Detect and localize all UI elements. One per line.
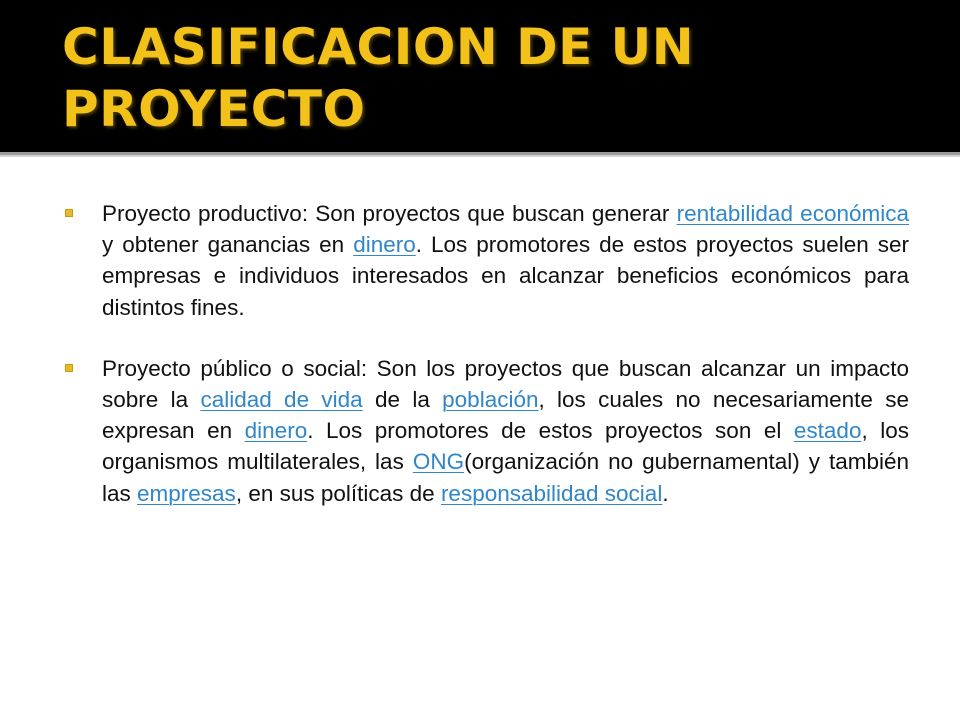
link-calidad-de-vida[interactable]: calidad de vida <box>200 387 363 413</box>
bullet-text <box>102 198 909 323</box>
bullet-text <box>102 353 909 509</box>
title-divider-shadow <box>0 155 960 157</box>
square-bullet-icon <box>65 209 73 217</box>
text-segment: Proyecto público o social: Son los proyectos que buscan alcanzar un impacto sobre la <box>102 355 909 413</box>
link-dinero[interactable]: dinero <box>244 418 308 444</box>
text-segment: y obtener ganancias en <box>102 232 354 258</box>
link-rentabilidad-economica[interactable]: rentabilidad económica <box>676 201 909 226</box>
text-segment: (organización no gubernamental) y también las <box>102 449 909 506</box>
bullet-item-productivo <box>63 198 909 323</box>
text-segment: Proyecto productivo: Son proyectos que buscan generar <box>102 201 677 226</box>
link-estado[interactable]: estado <box>793 418 862 444</box>
text-segment: , en sus políticas de <box>235 480 441 506</box>
text-segment: . Los promotores de estos proyectos son el <box>307 418 794 444</box>
title-band <box>0 0 960 152</box>
text-segment: . <box>662 480 669 506</box>
text-segment: , los cuales no necesariamente se expresan en <box>102 387 909 444</box>
slide-content <box>63 198 909 539</box>
text-segment: , los organismos multilaterales, las <box>102 418 910 475</box>
bullet-item-publico-social <box>63 353 909 509</box>
link-responsabilidad-social[interactable]: responsabilidad social <box>440 480 663 506</box>
link-dinero[interactable]: dinero <box>353 232 416 258</box>
text-segment: . Los promotores de estos proyectos suelen ser empresas e individuos interesados en alcanzar beneficios económicos para distintos fines. <box>102 232 909 320</box>
link-poblacion[interactable]: población <box>442 387 539 413</box>
square-bullet-icon <box>65 364 73 372</box>
link-empresas[interactable]: empresas <box>137 480 236 506</box>
slide-title: CLASIFICACION DE UN PROYECTO <box>62 18 695 138</box>
link-ong[interactable]: ONG <box>412 449 465 475</box>
text-segment: de la <box>362 387 443 413</box>
